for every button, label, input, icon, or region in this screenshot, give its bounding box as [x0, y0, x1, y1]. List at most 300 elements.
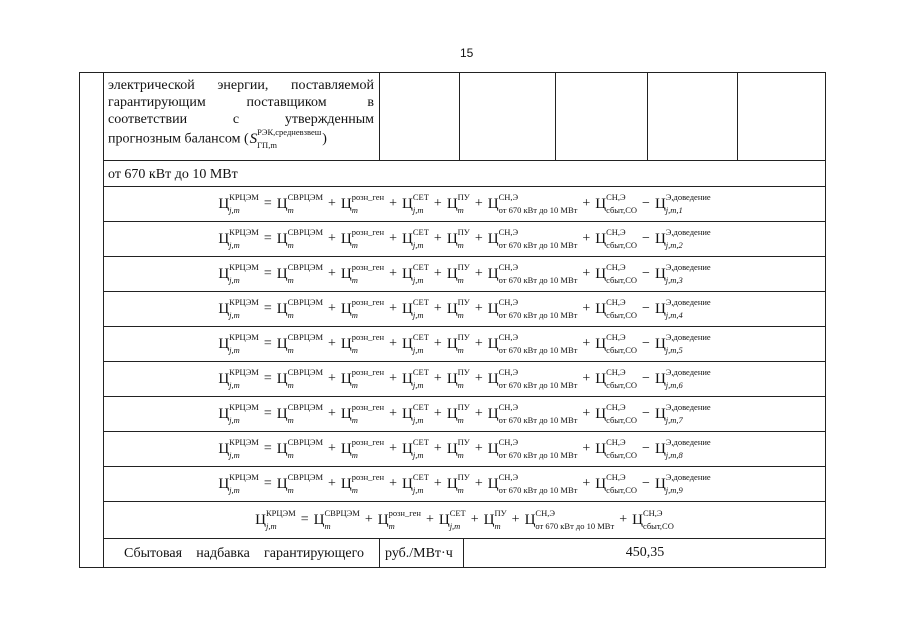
term-set	[402, 297, 429, 320]
term-dovedenie	[654, 297, 711, 320]
term-dovedenie-sup: Э,доведение	[665, 402, 711, 412]
formula-row	[103, 432, 826, 466]
term-set	[402, 192, 429, 215]
term-set-sub: j,m	[412, 275, 424, 285]
term-pu-scripts	[457, 367, 470, 390]
term-pu-sup: ПУ	[457, 367, 470, 377]
term-sbyt-base: Ц	[595, 300, 607, 317]
term-dovedenie-base: Ц	[654, 265, 666, 282]
term-sn-voltage-base: Ц	[524, 511, 536, 528]
price-lhs-scripts	[229, 262, 259, 285]
plus-sign: +	[328, 196, 336, 211]
term-rozn-gen	[340, 227, 385, 250]
term-svrcem	[276, 227, 323, 250]
term-set-scripts	[412, 367, 429, 390]
term-sbyt-scripts	[606, 437, 638, 460]
plus-sign: +	[433, 266, 442, 281]
term-sbyt-sup: СН,Э	[606, 262, 626, 272]
term-svrcem-scripts	[287, 332, 323, 355]
term-sbyt-base: Ц	[595, 405, 607, 422]
term-sn-voltage-scripts	[498, 332, 578, 355]
term-sbyt	[595, 332, 638, 355]
equals-sign: =	[263, 441, 272, 456]
term-sn-voltage	[487, 192, 578, 215]
minus-sign: −	[642, 301, 650, 316]
plus-sign: +	[433, 441, 442, 456]
term-dovedenie	[654, 367, 711, 390]
term-svrcem	[276, 367, 323, 390]
term-svrcem-base: Ц	[276, 335, 288, 352]
price-lhs-sup: КРЦЭМ	[229, 367, 259, 377]
term-sn-voltage-scripts	[498, 192, 578, 215]
plus-sign: +	[433, 301, 442, 316]
price-lhs	[218, 402, 259, 425]
term-sn-voltage-base: Ц	[487, 195, 499, 212]
price-lhs-base: Ц	[218, 440, 230, 457]
term-set-scripts	[412, 227, 429, 250]
minus-sign: −	[642, 371, 650, 386]
plus-sign: +	[389, 301, 398, 316]
term-sbyt-scripts	[606, 262, 638, 285]
description-line-1: электрической энергии, поставляемой	[108, 78, 374, 93]
plus-sign: +	[474, 266, 483, 281]
term-sbyt	[595, 437, 638, 460]
term-pu-sub: m	[457, 345, 464, 355]
term-svrcem-sup: СВРЦЭМ	[287, 472, 323, 482]
price-lhs-base: Ц	[218, 300, 230, 317]
description-line-2: гарантирующим поставщиком в	[108, 95, 374, 110]
term-dovedenie-base: Ц	[654, 195, 666, 212]
price-lhs-sup: КРЦЭМ	[229, 262, 259, 272]
term-set-sup: СЕТ	[412, 297, 429, 307]
term-dovedenie-sub: j,m,9	[665, 485, 683, 495]
term-dovedenie-scripts	[665, 332, 711, 355]
term-sn-voltage	[487, 332, 578, 355]
term-sbyt-scripts	[606, 332, 638, 355]
plus-sign: +	[582, 336, 591, 351]
plus-sign: +	[328, 476, 336, 491]
term-dovedenie	[654, 402, 711, 425]
term-set-base: Ц	[402, 475, 413, 492]
term-set	[402, 437, 429, 460]
term-rozn-gen-sup: розн_ген	[351, 192, 385, 202]
term-sbyt-sub: сбыт,СО	[606, 205, 638, 215]
term-pu-base: Ц	[446, 370, 458, 387]
term-sbyt-sup: СН,Э	[606, 192, 626, 202]
term-sbyt	[595, 227, 638, 250]
term-rozn-gen	[340, 192, 385, 215]
equals-sign: =	[263, 371, 272, 386]
price-lhs-base: Ц	[218, 230, 230, 247]
term-rozn-gen-base: Ц	[377, 511, 389, 528]
term-dovedenie-base: Ц	[654, 300, 666, 317]
minus-sign: −	[642, 406, 650, 421]
plus-sign: +	[474, 371, 483, 386]
equals-sign: =	[263, 196, 272, 211]
term-pu-scripts	[457, 262, 470, 285]
term-dovedenie-sup: Э,доведение	[665, 297, 711, 307]
price-lhs-sup: КРЦЭМ	[229, 297, 259, 307]
term-rozn-gen	[377, 508, 421, 531]
term-pu-sub: m	[494, 521, 501, 531]
term-svrcem-scripts	[287, 402, 323, 425]
term-svrcem	[313, 508, 360, 531]
term-dovedenie-scripts	[665, 402, 711, 425]
term-sn-voltage-base: Ц	[487, 230, 499, 247]
term-rozn-gen-sup: розн_ген	[351, 297, 385, 307]
term-rozn-gen	[340, 437, 385, 460]
price-lhs-sub: j,m	[265, 521, 277, 531]
formula-row	[103, 187, 826, 221]
price-lhs-scripts	[229, 472, 259, 495]
term-rozn-gen-scripts	[351, 227, 385, 250]
price-lhs	[218, 367, 259, 390]
plus-sign: +	[389, 196, 398, 211]
term-rozn-gen-scripts	[388, 508, 421, 531]
formula-row	[103, 467, 826, 501]
term-rozn-gen-base: Ц	[340, 300, 352, 317]
term-svrcem-sub: m	[287, 240, 294, 250]
term-sn-voltage-scripts	[498, 437, 578, 460]
term-dovedenie-sub: j,m,3	[665, 275, 683, 285]
term-svrcem-scripts	[287, 367, 323, 390]
term-dovedenie	[654, 262, 711, 285]
term-rozn-gen	[340, 402, 385, 425]
term-svrcem-sup: СВРЦЭМ	[287, 367, 323, 377]
term-svrcem-sub: m	[287, 415, 294, 425]
term-sn-voltage-scripts	[535, 508, 615, 531]
term-pu-sup: ПУ	[457, 437, 470, 447]
term-sbyt-scripts	[606, 367, 638, 390]
term-pu-scripts	[494, 508, 507, 531]
term-pu	[446, 402, 470, 425]
term-rozn-gen-base: Ц	[340, 440, 352, 457]
minus-sign: −	[642, 266, 650, 281]
col-divider-2	[459, 72, 460, 160]
term-rozn-gen	[340, 367, 385, 390]
term-sbyt-scripts	[606, 472, 638, 495]
price-lhs-scripts	[229, 192, 259, 215]
term-svrcem	[276, 262, 323, 285]
term-rozn-gen-base: Ц	[340, 335, 352, 352]
term-svrcem-scripts	[287, 297, 323, 320]
term-sn-voltage-sub: от 670 кВт до 10 МВт	[535, 521, 615, 531]
term-sbyt-base: Ц	[595, 230, 607, 247]
plus-sign: +	[328, 266, 336, 281]
term-dovedenie-sup: Э,доведение	[665, 262, 711, 272]
price-lhs	[218, 262, 259, 285]
term-sn-voltage-base: Ц	[487, 440, 499, 457]
term-pu-base: Ц	[446, 335, 458, 352]
price-lhs	[255, 508, 296, 531]
term-set-sub: j,m	[412, 415, 424, 425]
term-sbyt-sub: сбыт,СО	[606, 380, 638, 390]
term-dovedenie-base: Ц	[654, 230, 666, 247]
term-sn-voltage-sub: от 670 кВт до 10 МВт	[498, 450, 578, 460]
term-pu	[446, 262, 470, 285]
term-svrcem-sup: СВРЦЭМ	[287, 227, 323, 237]
plus-sign: +	[470, 512, 479, 527]
description-line-4-text: прогнозным балансом (	[108, 131, 249, 147]
term-pu-sub: m	[457, 310, 464, 320]
term-pu-scripts	[457, 192, 470, 215]
term-pu-scripts	[457, 332, 470, 355]
term-rozn-gen-scripts	[351, 332, 385, 355]
term-sn-voltage	[487, 402, 578, 425]
minus-sign: −	[642, 336, 650, 351]
plus-sign: +	[328, 301, 336, 316]
term-pu-sup: ПУ	[457, 192, 470, 202]
term-pu-base: Ц	[446, 230, 458, 247]
term-sbyt-sub: сбыт,СО	[606, 345, 638, 355]
term-sn-voltage-sup: СН,Э	[498, 192, 519, 202]
term-rozn-gen	[340, 297, 385, 320]
term-pu-base: Ц	[446, 195, 458, 212]
term-svrcem-sub: m	[287, 485, 294, 495]
term-svrcem-base: Ц	[276, 195, 288, 212]
plus-sign: +	[474, 301, 483, 316]
plus-sign: +	[582, 371, 591, 386]
term-dovedenie-sup: Э,доведение	[665, 437, 711, 447]
plus-sign: +	[474, 196, 483, 211]
price-lhs	[218, 192, 259, 215]
term-svrcem-sub: m	[287, 450, 294, 460]
term-sbyt-sub: сбыт,СО	[606, 415, 638, 425]
term-rozn-gen-scripts	[351, 297, 385, 320]
price-lhs-sup: КРЦЭМ	[229, 227, 259, 237]
term-sbyt-sup: СН,Э	[606, 472, 626, 482]
term-svrcem	[276, 472, 323, 495]
term-pu	[446, 437, 470, 460]
term-rozn-gen-sup: розн_ген	[351, 472, 385, 482]
surcharge-unit: руб./МВт·ч	[385, 546, 453, 561]
price-lhs-scripts	[229, 227, 259, 250]
price-lhs-base: Ц	[255, 511, 266, 528]
term-pu-sup: ПУ	[457, 472, 470, 482]
term-set	[402, 472, 429, 495]
term-pu-sub: m	[457, 380, 464, 390]
term-set-scripts	[412, 332, 429, 355]
term-set-sub: j,m	[412, 485, 424, 495]
term-set-scripts	[412, 297, 429, 320]
formula-row	[103, 397, 826, 431]
term-svrcem-sub: m	[287, 205, 294, 215]
term-sn-voltage-sup: СН,Э	[498, 367, 519, 377]
plus-sign: +	[433, 231, 442, 246]
s-symbol-scripts	[257, 127, 322, 150]
term-set-scripts	[412, 192, 429, 215]
term-rozn-gen-sub: m	[351, 240, 358, 250]
term-svrcem-scripts	[287, 262, 323, 285]
term-rozn-gen-sub: m	[351, 275, 358, 285]
term-svrcem-scripts	[287, 227, 323, 250]
term-set-scripts	[412, 402, 429, 425]
term-sbyt-sub: сбыт,СО	[606, 240, 638, 250]
plus-sign: +	[582, 266, 591, 281]
term-pu-sub: m	[457, 415, 464, 425]
plus-sign: +	[474, 231, 483, 246]
term-sn-voltage-sub: от 670 кВт до 10 МВт	[498, 240, 578, 250]
term-rozn-gen-sub: m	[351, 205, 358, 215]
term-sbyt	[632, 508, 674, 531]
plus-sign: +	[474, 336, 483, 351]
term-sbyt-scripts	[606, 227, 638, 250]
term-sbyt-base: Ц	[595, 440, 607, 457]
term-sn-voltage	[487, 367, 578, 390]
plus-sign: +	[425, 512, 434, 527]
plus-sign: +	[389, 231, 398, 246]
term-rozn-gen-scripts	[351, 262, 385, 285]
term-sn-voltage	[524, 508, 615, 531]
price-lhs-scripts	[229, 367, 259, 390]
term-svrcem-sub: m	[287, 380, 294, 390]
term-rozn-gen-scripts	[351, 367, 385, 390]
price-lhs-base: Ц	[218, 405, 230, 422]
term-set-sub: j,m	[412, 205, 424, 215]
price-lhs	[218, 297, 259, 320]
term-pu-base: Ц	[446, 405, 458, 422]
term-dovedenie	[654, 437, 711, 460]
term-set-sup: СЕТ	[412, 192, 429, 202]
s-symbol-sup: РЭК,средневзвеш	[257, 127, 322, 137]
term-sbyt-sup: СН,Э	[606, 367, 626, 377]
section-label: от 670 кВт до 10 МВт	[108, 167, 238, 182]
term-pu-base: Ц	[446, 440, 458, 457]
term-svrcem-sup: СВРЦЭМ	[324, 508, 360, 518]
term-set-sup: СЕТ	[412, 227, 429, 237]
term-sn-voltage-sup: СН,Э	[498, 227, 519, 237]
term-sbyt-sup: СН,Э	[606, 402, 626, 412]
equals-sign: =	[263, 476, 272, 491]
term-sn-voltage-sup: СН,Э	[535, 508, 555, 518]
term-set	[402, 367, 429, 390]
price-lhs-sub: j,m	[229, 310, 240, 320]
plus-sign: +	[328, 336, 336, 351]
term-rozn-gen-sup: розн_ген	[351, 262, 385, 272]
term-sbyt-scripts	[606, 192, 638, 215]
term-pu-scripts	[457, 297, 470, 320]
surcharge-value: 450,35	[625, 545, 665, 560]
term-svrcem-scripts	[287, 192, 323, 215]
formula-row	[103, 222, 826, 256]
term-pu	[446, 472, 470, 495]
term-sn-voltage-base: Ц	[487, 475, 499, 492]
price-lhs-sup: КРЦЭМ	[229, 332, 259, 342]
term-sn-voltage-sub: от 670 кВт до 10 МВт	[498, 205, 578, 215]
term-dovedenie-sup: Э,доведение	[665, 367, 711, 377]
term-dovedenie-scripts	[665, 297, 711, 320]
term-sn-voltage-base: Ц	[487, 370, 499, 387]
formula-row	[103, 362, 826, 396]
term-sbyt-scripts	[606, 402, 638, 425]
term-set-sub: j,m	[412, 450, 424, 460]
term-sbyt-sup: СН,Э	[606, 227, 626, 237]
term-svrcem-scripts	[287, 472, 323, 495]
page-number: 15	[460, 46, 474, 60]
minus-sign: −	[642, 196, 650, 211]
term-rozn-gen-base: Ц	[340, 405, 352, 422]
term-svrcem-sup: СВРЦЭМ	[287, 332, 323, 342]
term-pu-sup: ПУ	[494, 508, 507, 518]
term-pu-sup: ПУ	[457, 227, 470, 237]
plus-sign: +	[474, 441, 483, 456]
col-divider-3	[555, 72, 556, 160]
term-sbyt-sub: сбыт,СО	[642, 521, 674, 531]
plus-sign: +	[582, 476, 591, 491]
term-pu-sup: ПУ	[457, 332, 470, 342]
term-pu-base: Ц	[446, 300, 458, 317]
term-svrcem-sup: СВРЦЭМ	[287, 297, 323, 307]
term-dovedenie-sub: j,m,1	[665, 205, 683, 215]
term-sbyt-base: Ц	[595, 265, 607, 282]
term-set	[402, 227, 429, 250]
price-lhs-base: Ц	[218, 475, 230, 492]
s-symbol-base: S	[249, 130, 258, 147]
term-sn-voltage-sup: СН,Э	[498, 472, 519, 482]
row-line	[103, 160, 826, 161]
term-pu-base: Ц	[446, 265, 458, 282]
term-pu-sup: ПУ	[457, 262, 470, 272]
bottom-col-divider-1	[379, 538, 380, 568]
price-lhs-sub: j,m	[229, 450, 240, 460]
plus-sign: +	[433, 406, 442, 421]
term-sbyt-sub: сбыт,СО	[606, 275, 638, 285]
term-pu-sub: m	[457, 485, 464, 495]
term-set	[402, 332, 429, 355]
term-sn-voltage-base: Ц	[487, 335, 499, 352]
term-dovedenie-scripts	[665, 437, 711, 460]
term-rozn-gen-base: Ц	[340, 475, 352, 492]
plus-sign: +	[582, 196, 591, 211]
term-dovedenie-base: Ц	[654, 335, 666, 352]
term-sn-voltage-scripts	[498, 227, 578, 250]
term-set-base: Ц	[402, 405, 413, 422]
price-lhs-sub: j,m	[229, 345, 240, 355]
price-lhs-scripts	[229, 437, 259, 460]
price-lhs	[218, 227, 259, 250]
term-sn-voltage-sub: от 670 кВт до 10 МВт	[498, 345, 578, 355]
formula-row	[103, 292, 826, 326]
term-set-sub: j,m	[449, 521, 461, 531]
equals-sign: =	[263, 406, 272, 421]
term-sn-voltage-sub: от 670 кВт до 10 МВт	[498, 275, 578, 285]
term-dovedenie-sub: j,m,4	[665, 310, 683, 320]
term-set-sub: j,m	[412, 380, 424, 390]
term-dovedenie-sub: j,m,5	[665, 345, 683, 355]
term-sbyt-base: Ц	[632, 511, 643, 528]
price-lhs-sub: j,m	[229, 205, 240, 215]
price-lhs	[218, 437, 259, 460]
term-pu	[446, 297, 470, 320]
term-rozn-gen	[340, 332, 385, 355]
term-svrcem-sup: СВРЦЭМ	[287, 402, 323, 412]
term-dovedenie-sub: j,m,8	[665, 450, 683, 460]
term-sn-voltage-scripts	[498, 262, 578, 285]
plus-sign: +	[328, 231, 336, 246]
term-svrcem-base: Ц	[313, 511, 325, 528]
price-lhs-base: Ц	[218, 195, 230, 212]
term-rozn-gen-sub: m	[388, 521, 395, 531]
term-svrcem	[276, 192, 323, 215]
term-sn-voltage-sup: СН,Э	[498, 262, 519, 272]
term-pu-sub: m	[457, 240, 464, 250]
term-pu-scripts	[457, 402, 470, 425]
term-sbyt-scripts	[642, 508, 674, 531]
term-svrcem-sub: m	[324, 521, 331, 531]
term-pu	[446, 367, 470, 390]
term-sbyt-scripts	[606, 297, 638, 320]
term-set-base: Ц	[402, 440, 413, 457]
